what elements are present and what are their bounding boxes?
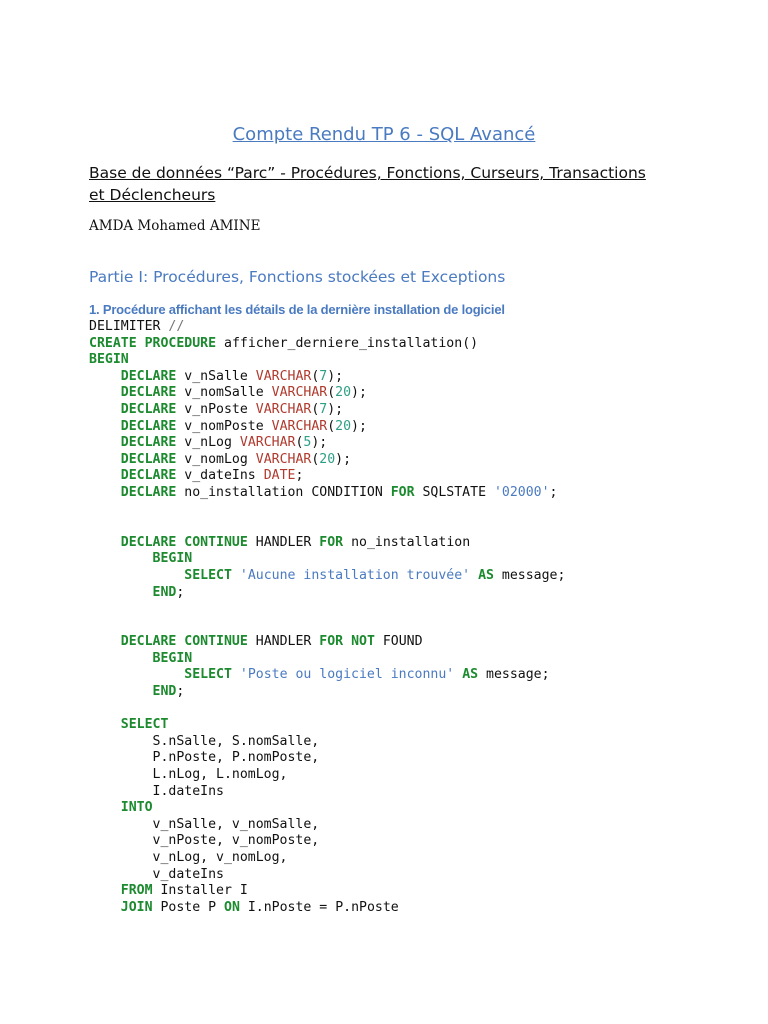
code-token: v_nomSalle [176,385,272,401]
code-token: VARCHAR [239,435,296,451]
code-token: 20 [319,451,336,467]
code-line [89,452,565,469]
code-token: v_nSalle, v_nomSalle, [89,816,320,832]
code-token: DECLARE [120,401,177,417]
code-token: ( [311,401,320,417]
code-token: HANDLER [247,634,320,650]
code-token: DECLARE [120,634,177,650]
code-token [89,651,153,666]
code-token: S.nSalle, S.nomSalle, [89,733,320,749]
code-token [89,684,153,699]
code-token: afficher_derniere_installation() [216,335,479,351]
code-token: Installer I [152,883,248,899]
code-token: DECLARE [120,435,177,451]
code-line [89,684,565,701]
code-token [470,568,478,583]
code-token: 20 [335,385,352,401]
code-token: v_nPoste [176,401,256,417]
code-line [89,585,565,602]
code-token: ); [351,385,367,401]
code-token: DECLARE [120,484,177,500]
code-token: message; [478,667,550,683]
code-token: SELECT [184,567,232,583]
code-token: v_dateIns [176,468,264,484]
code-token: VARCHAR [255,368,312,384]
code-token: ; [176,684,185,700]
code-token: BEGIN [152,650,193,666]
code-token [89,385,121,400]
code-token: 5 [303,435,312,451]
code-token: message; [493,567,566,583]
code-line [89,867,565,884]
code-token: CREATE [89,335,137,351]
code-token [89,800,121,815]
code-token: DECLARE [120,368,177,384]
code-line [89,402,565,419]
code-line [89,734,565,751]
section-heading: 1. Procédure affichant les détails de la dernière installation de logiciel [89,302,505,317]
code-token: v_nomLog [176,451,256,467]
code-token: DELIMITER [89,319,169,334]
code-token: HANDLER [247,534,320,550]
code-block [89,319,565,916]
code-token: FROM [120,883,153,899]
code-token: BEGIN [152,551,193,567]
code-token [89,667,184,682]
document-title: Compte Rendu TP 6 - SQL Avancé [232,124,536,145]
code-token [89,634,121,649]
code-line [89,485,565,502]
code-token [89,485,121,500]
code-token [89,468,121,483]
code-token [89,585,153,600]
code-token: ); [335,451,352,467]
code-line [89,850,565,867]
code-token: ( [327,418,336,434]
code-token: AS [462,667,479,683]
code-token [137,336,145,351]
code-line [89,618,565,635]
code-line [89,634,565,651]
code-token: DECLARE [120,451,177,467]
code-token [232,568,240,583]
code-token: DECLARE [120,468,177,484]
code-token: CONTINUE [184,534,248,550]
part-heading: Partie I: Procédures, Fonctions stockées et Exceptions [89,268,506,286]
code-token: SELECT [120,717,169,733]
code-line [89,667,565,684]
code-token: v_nLog, v_nomLog, [89,850,288,865]
code-token: JOIN [120,899,153,915]
code-token: FOR [319,534,344,550]
code-line [89,502,565,519]
code-token: NOT [351,634,375,650]
code-token: ; [549,484,558,500]
code-token: 7 [319,401,328,417]
code-token: 7 [319,368,328,384]
code-line [89,385,565,402]
code-token: SQLSTATE [414,484,494,500]
code-token: VARCHAR [255,451,312,467]
code-token: v_nomPoste [176,418,272,434]
code-token: END [152,584,177,600]
code-token: ( [311,451,320,467]
code-token [89,717,121,732]
code-token: DECLARE [120,534,177,550]
code-line [89,833,565,850]
code-token [89,568,184,583]
code-token: VARCHAR [271,418,328,434]
code-token: ( [311,368,320,384]
code-token: BEGIN [89,352,129,368]
code-token: ); [327,401,344,417]
code-line [89,601,565,618]
code-token: AS [478,567,494,583]
code-line [89,900,565,917]
code-line [89,800,565,817]
code-token: CONTINUE [184,634,248,650]
code-token: FOR [319,634,344,650]
code-token [89,900,121,915]
code-line [89,701,565,718]
code-token: ; [295,468,304,484]
code-token: 20 [335,418,352,434]
code-token: ); [311,435,328,451]
code-token: I.nPoste [239,899,320,915]
code-token [89,435,121,450]
code-line [89,535,565,552]
code-token: = [319,899,328,915]
code-token: no_installation [343,534,471,550]
code-token: P.nPoste, P.nomPoste, [89,750,320,766]
code-token: PROCEDURE [144,335,217,351]
code-line [89,784,565,801]
code-token: v_nSalle [176,368,256,384]
code-line [89,319,565,336]
code-token: INTO [120,800,153,816]
code-token: ); [351,418,367,434]
code-line [89,651,565,668]
code-line [89,518,565,535]
code-token: '02000' [493,484,550,500]
code-line [89,717,565,734]
code-token: DATE [263,468,296,484]
document-subtitle: Base de données “Parc” - Procédures, Fonctions, Curseurs, Transactions et Déclencheurs [89,164,646,204]
code-token [89,535,121,550]
code-token: ; [176,584,185,600]
code-line [89,817,565,834]
code-line [89,419,565,436]
code-token [89,883,121,898]
code-token: Poste P [152,899,224,915]
code-token: ( [295,435,304,451]
code-token: v_dateIns [89,866,224,882]
code-token [89,369,121,384]
code-line [89,568,565,585]
code-token: ( [327,385,336,401]
code-line [89,750,565,767]
code-token: I.dateIns [89,783,224,799]
code-token: L.nLog, L.nomLog, [89,767,288,783]
code-token: P.nPoste [327,899,399,915]
author-name: AMDA Mohamed AMINE [89,218,261,234]
code-token [454,667,462,682]
code-token: DECLARE [120,418,177,434]
code-token [343,634,351,649]
code-token: v_nPoste, v_nomPoste, [89,833,320,849]
code-line [89,551,565,568]
code-token [89,419,121,434]
code-token: VARCHAR [255,401,312,417]
code-token [89,551,153,566]
code-line [89,883,565,900]
code-line [89,369,565,386]
code-token [232,667,240,682]
code-token: FOR [390,484,415,500]
code-line [89,336,565,353]
code-token: 'Aucune installation trouvée' [239,567,471,583]
code-token: SELECT [184,667,232,683]
code-line [89,767,565,784]
code-line [89,468,565,485]
code-line [89,352,565,369]
code-token: 'Poste ou logiciel inconnu' [239,667,455,683]
code-token: FOUND [374,634,423,650]
code-token: DECLARE [120,385,177,401]
code-token: // [168,319,185,334]
code-line [89,435,565,452]
code-token: no_installation CONDITION [176,484,391,500]
code-token: ON [224,899,240,915]
code-token: ); [327,368,344,384]
code-token [89,402,121,417]
code-token [89,452,121,467]
code-token: v_nLog [176,435,240,451]
code-token: END [152,684,177,700]
code-token: VARCHAR [271,385,328,401]
